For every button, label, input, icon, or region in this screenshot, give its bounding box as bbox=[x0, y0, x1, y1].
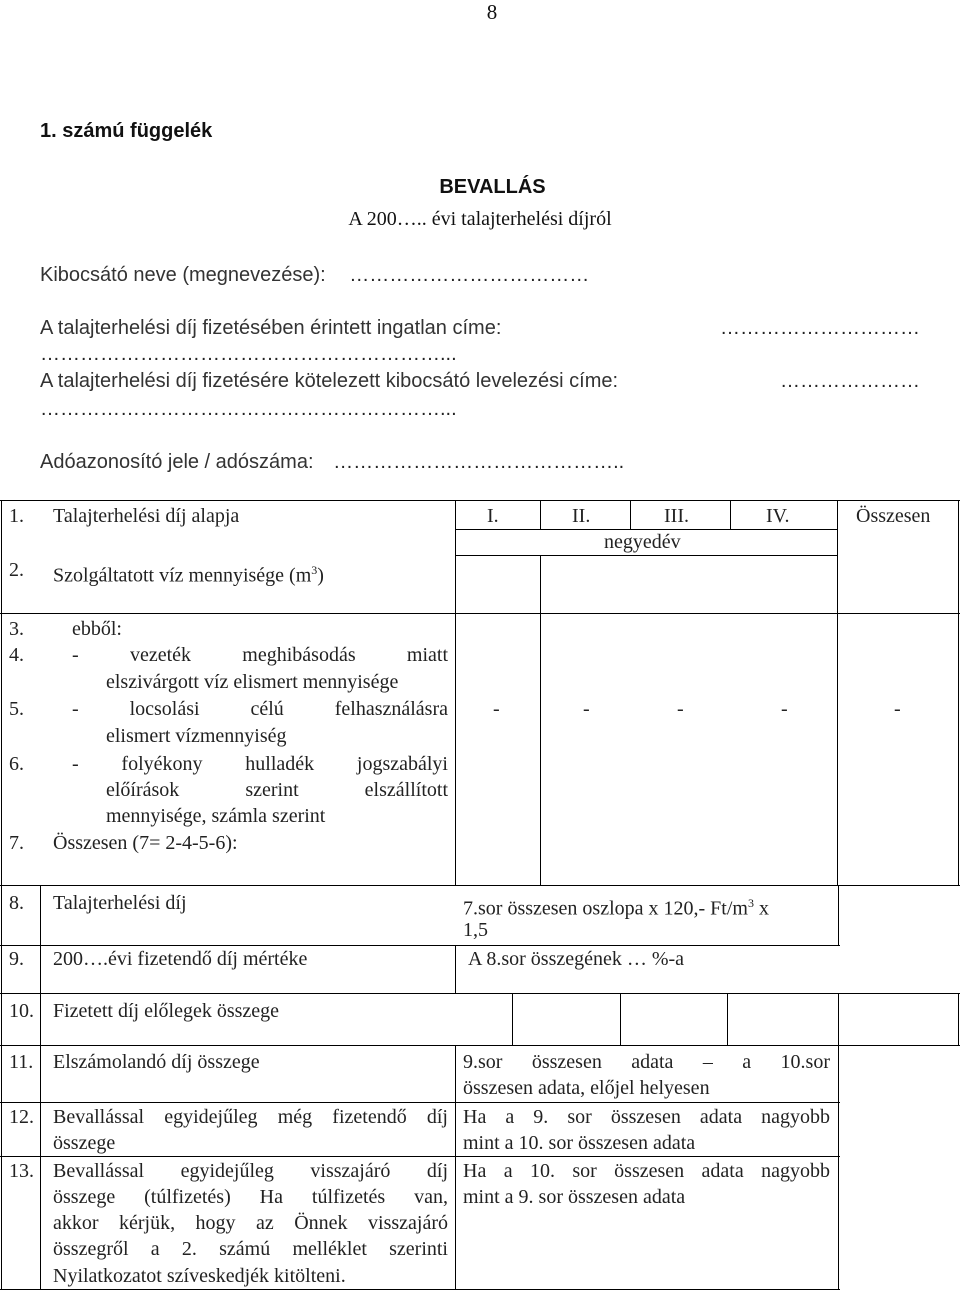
row-2-label-sup: 3 bbox=[311, 563, 318, 577]
row-2-num: 2. bbox=[9, 559, 24, 581]
ingatlan-label: A talajterhelési díj fizetésében érintett ingatlan címe: bbox=[40, 317, 502, 339]
row-13-label-b: összege (túlfizetés) Ha túlfizetés van, bbox=[53, 1186, 448, 1208]
adoazonosito-field bbox=[40, 451, 624, 474]
row-5-dash: - bbox=[493, 698, 500, 720]
table-hline bbox=[0, 993, 960, 994]
table-hline bbox=[0, 1156, 840, 1157]
table-vline bbox=[838, 993, 839, 1045]
row-13-label-d: összegről a 2. számú melléklet szerinti bbox=[53, 1238, 448, 1260]
table-vline bbox=[512, 993, 513, 1045]
table-hline bbox=[455, 555, 838, 556]
row-10-num: 10. bbox=[9, 1000, 34, 1022]
row-12-label-b: összege bbox=[53, 1132, 116, 1154]
row-10-label: Fizetett díj előlegek összege bbox=[53, 1000, 280, 1022]
table-vline bbox=[837, 500, 838, 613]
kibocsato-dots: ……………………………… bbox=[349, 264, 590, 286]
quarter-header-4: IV. bbox=[766, 505, 790, 527]
document-subtitle: A 200….. évi talajterhelési díjról bbox=[348, 208, 612, 230]
row-12-note-b: mint a 10. sor összesen adata bbox=[463, 1132, 696, 1154]
table-vline bbox=[630, 500, 631, 529]
row-5-label-b: elismert vízmennyiség bbox=[106, 725, 287, 747]
table-hline bbox=[0, 500, 960, 501]
appendix-title: 1. számú függelék bbox=[40, 120, 213, 142]
row-13-note-a: Ha a 10. sor összesen adata nagyobb bbox=[463, 1160, 830, 1182]
row-13-label-e: Nyilatkozatot szíveskedjék kitölteni. bbox=[53, 1265, 346, 1287]
row-5-num: 5. bbox=[9, 698, 24, 720]
table-hline bbox=[0, 885, 960, 886]
table-vline bbox=[540, 613, 541, 885]
table-vline bbox=[837, 613, 838, 885]
levelezesi-dots-line bbox=[40, 398, 457, 421]
total-header: Összesen bbox=[856, 505, 931, 527]
row-6-label-c: mennyisége, számla szerint bbox=[106, 805, 326, 827]
row-9-num: 9. bbox=[9, 948, 24, 970]
table-vline bbox=[455, 945, 456, 993]
levelezesi-field bbox=[40, 370, 920, 393]
row-5-dash: - bbox=[781, 698, 788, 720]
row-8-note-b: 1,5 bbox=[463, 919, 488, 941]
table-vline bbox=[40, 885, 41, 1290]
row-5-dash: - bbox=[677, 698, 684, 720]
row-6-label-b: előírások szerint elszállított bbox=[106, 779, 448, 801]
table-vline bbox=[838, 885, 839, 945]
row-13-label-a: Bevallással egyidejűleg visszajáró díj bbox=[53, 1160, 448, 1182]
row-3-num: 3. bbox=[9, 618, 24, 640]
kibocsato-field bbox=[40, 264, 589, 287]
table-vline bbox=[727, 993, 728, 1045]
row-11-note-b: összesen adata, előjel helyesen bbox=[463, 1077, 710, 1099]
row-3-label: ebből: bbox=[72, 618, 122, 640]
row-5-dash: - bbox=[583, 698, 590, 720]
row-4-num: 4. bbox=[9, 644, 24, 666]
table-vline bbox=[1, 500, 2, 1290]
adoazonosito-label: Adóazonosító jele / adószáma: bbox=[40, 451, 314, 473]
page-number: 8 bbox=[486, 0, 498, 24]
quarter-header-1: I. bbox=[487, 505, 499, 527]
table-vline bbox=[455, 500, 456, 885]
row-2-label-end: ) bbox=[317, 564, 324, 587]
adoazonosito-dots: …………………………………….. bbox=[333, 451, 625, 473]
table-vline bbox=[958, 500, 959, 885]
row-6-num: 6. bbox=[9, 753, 24, 775]
row-11-note-a: 9.sor összesen adata – a 10.sor bbox=[463, 1051, 830, 1073]
table-hline bbox=[0, 1289, 840, 1290]
row-8-label: Talajterhelési díj bbox=[53, 892, 187, 914]
ingatlan-dots-2: ……………………………………………………... bbox=[40, 343, 457, 365]
row-9-label: 200….évi fizetendő díj mértéke bbox=[53, 948, 308, 970]
table-vline bbox=[540, 555, 541, 613]
row-13-note-b: mint a 9. sor összesen adata bbox=[463, 1186, 686, 1208]
row-6-label-a: - folyékony hulladék jogszabályi bbox=[72, 753, 448, 775]
levelezesi-dots-2: ……………………………………………………... bbox=[40, 398, 457, 420]
document-title: BEVALLÁS bbox=[439, 176, 546, 198]
table-vline bbox=[730, 500, 731, 529]
row-2-label-text: Szolgáltatott víz mennyisége (m bbox=[53, 564, 312, 587]
table-vline bbox=[455, 1045, 456, 1290]
row-5-label-a: - locsolási célú felhasználásra bbox=[72, 698, 448, 720]
row-12-label-a: Bevallással egyidejűleg még fizetendő díj bbox=[53, 1106, 448, 1128]
quarter-header-2: II. bbox=[572, 505, 591, 527]
quarter-label: negyedév bbox=[604, 531, 681, 553]
row-7-label: Összesen (7= 2-4-5-6): bbox=[53, 832, 238, 854]
row-4-label-a: - vezeték meghibásodás miatt bbox=[72, 644, 448, 666]
row-2-label bbox=[53, 557, 324, 589]
row-12-note-a: Ha a 9. sor összesen adata nagyobb bbox=[463, 1106, 830, 1128]
table-vline bbox=[838, 1045, 839, 1290]
table-vline bbox=[958, 993, 959, 1045]
table-hline bbox=[0, 613, 960, 614]
row-8-note-a bbox=[463, 890, 769, 922]
row-8-note-text: 7.sor összesen oszlopa x 120,- Ft/m bbox=[463, 897, 748, 920]
row-4-label-b: elszivárgott víz elismert mennyisége bbox=[106, 671, 399, 693]
ingatlan-dots-line bbox=[40, 343, 457, 366]
table-vline bbox=[540, 500, 541, 529]
row-9-note: A 8.sor összegének … %-a bbox=[468, 948, 685, 970]
row-8-note-sup: 3 bbox=[747, 896, 754, 910]
row-5-dash: - bbox=[894, 698, 901, 720]
ingatlan-dots-1: ………………………… bbox=[720, 317, 920, 339]
kibocsato-label: Kibocsátó neve (megnevezése): bbox=[40, 264, 326, 286]
ingatlan-field bbox=[40, 317, 920, 340]
levelezesi-dots-1: ………………… bbox=[780, 370, 920, 392]
row-7-num: 7. bbox=[9, 832, 24, 854]
row-8-num: 8. bbox=[9, 892, 24, 914]
row-12-num: 12. bbox=[9, 1106, 34, 1128]
row-13-label-c: akkor kérjük, hogy az Önnek visszajáró bbox=[53, 1212, 448, 1234]
row-8-note-end: x bbox=[753, 897, 769, 920]
row-11-num: 11. bbox=[9, 1051, 34, 1073]
table-hline bbox=[0, 1102, 840, 1103]
levelezesi-label: A talajterhelési díj fizetésére kötelezett kibocsátó levelezési címe: bbox=[40, 370, 619, 392]
row-11-label: Elszámolandó díj összege bbox=[53, 1051, 260, 1073]
quarter-header-3: III. bbox=[664, 505, 689, 527]
row-1-num: 1. bbox=[9, 505, 24, 527]
table-vline bbox=[620, 993, 621, 1045]
row-1-label: Talajterhelési díj alapja bbox=[53, 505, 240, 527]
row-13-num: 13. bbox=[9, 1160, 34, 1182]
table-hline bbox=[0, 1045, 960, 1046]
